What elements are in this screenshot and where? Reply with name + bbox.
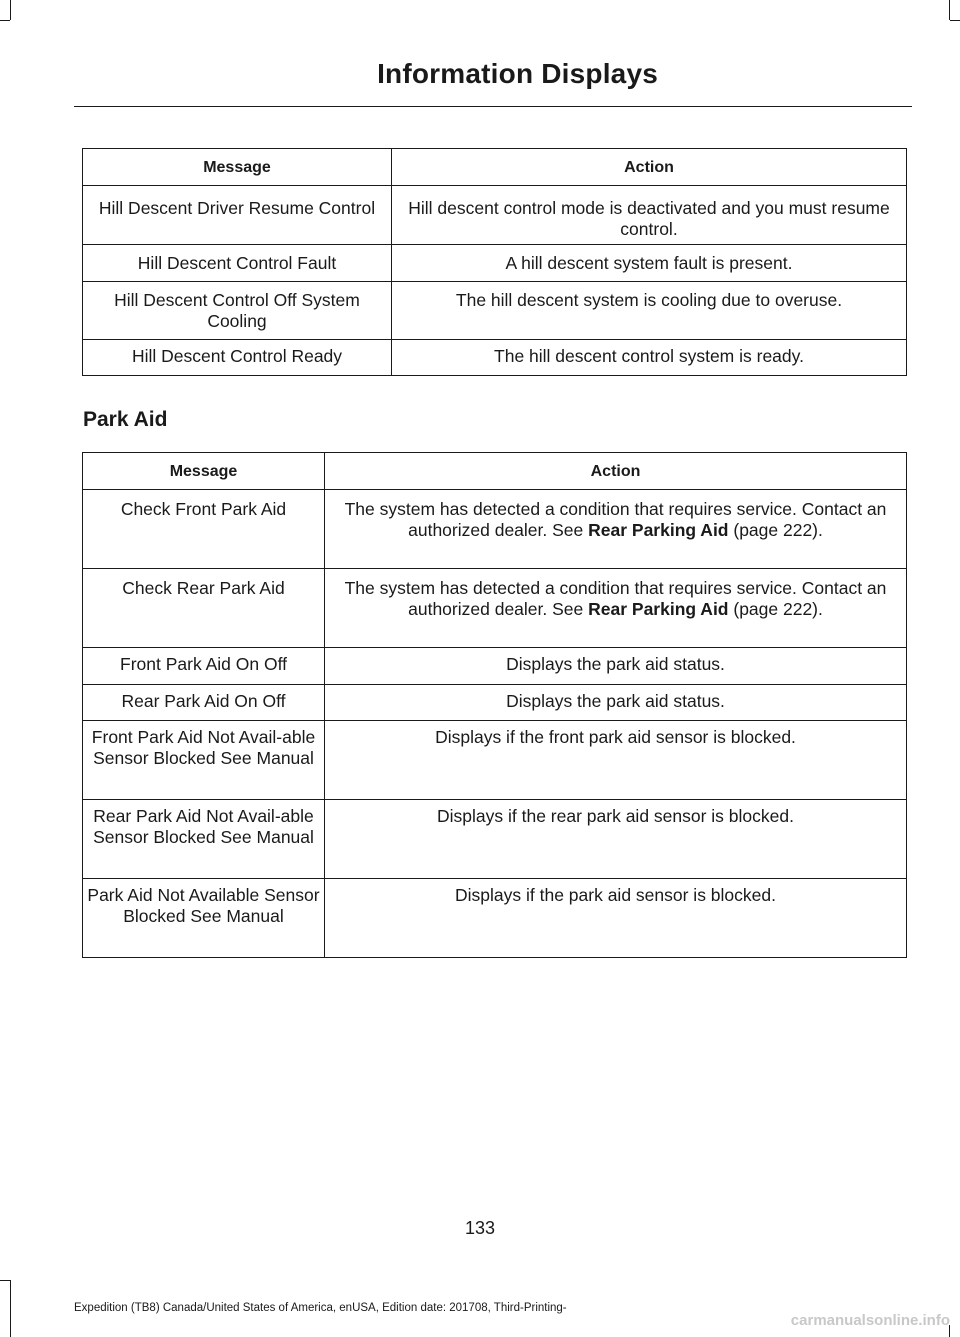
page-reference: (page 222). <box>728 520 823 540</box>
table-row <box>83 340 907 376</box>
header-divider <box>74 106 912 107</box>
page-title: Information Displays <box>377 58 658 89</box>
message-cell: Hill Descent Control Fault <box>83 245 392 282</box>
watermark-text: carmanualsonline.info <box>790 1312 950 1329</box>
action-cell: Displays if the park aid sensor is blocked. <box>325 879 907 958</box>
table-row <box>83 879 907 958</box>
table-row <box>83 282 907 340</box>
message-cell: Hill Descent Control Ready <box>83 340 392 376</box>
action-cell: Displays if the rear park aid sensor is blocked. <box>325 800 907 879</box>
message-cell: Front Park Aid Not Avail-able Sensor Blocked See Manual <box>83 721 325 800</box>
action-cell: The hill descent control system is ready. <box>392 340 907 376</box>
table-row <box>83 721 907 800</box>
table-row <box>83 245 907 282</box>
crop-mark-top-right-h <box>950 20 960 21</box>
message-cell: Hill Descent Control Off System Cooling <box>83 282 392 340</box>
action-cell: Displays the park aid status. <box>325 648 907 685</box>
action-cell: The hill descent system is cooling due to overuse. <box>392 282 907 340</box>
message-cell: Hill Descent Driver Resume Control <box>83 186 392 245</box>
table-row <box>83 685 907 721</box>
action-cell: Displays if the front park aid sensor is blocked. <box>325 721 907 800</box>
message-cell: Park Aid Not Available Sensor Blocked See Manual <box>83 879 325 958</box>
action-text: The system has detected a condition that requires service. Contact an authorized dealer. See <box>344 578 887 619</box>
message-cell: Rear Park Aid On Off <box>83 685 325 721</box>
page-reference: (page 222). <box>728 599 823 619</box>
column-header-action: Action <box>392 149 907 186</box>
action-cell <box>325 569 907 648</box>
message-cell: Check Rear Park Aid <box>83 569 325 648</box>
action-text: The system has detected a condition that requires service. Contact an authorized dealer. See <box>344 499 887 540</box>
table-row <box>83 569 907 648</box>
message-cell: Check Front Park Aid <box>83 490 325 569</box>
crop-mark-top-left-v <box>10 0 11 20</box>
section-heading-park-aid: Park Aid <box>83 408 168 431</box>
table-header-row <box>83 149 907 186</box>
crop-mark-top-left-h <box>0 20 10 21</box>
cross-reference-link[interactable]: Rear Parking Aid <box>588 520 729 540</box>
action-cell: Hill descent control mode is deactivated and you must resume control. <box>392 186 907 245</box>
action-cell: A hill descent system fault is present. <box>392 245 907 282</box>
table-row <box>83 186 907 245</box>
cross-reference-link[interactable]: Rear Parking Aid <box>588 599 729 619</box>
column-header-message: Message <box>83 149 392 186</box>
column-header-message: Message <box>83 453 325 490</box>
crop-mark-bottom-left-v <box>10 1280 11 1337</box>
table-row <box>83 648 907 685</box>
crop-mark-bottom-left-h <box>0 1280 10 1281</box>
action-cell <box>325 490 907 569</box>
table-header-row <box>83 453 907 490</box>
action-cell: Displays the park aid status. <box>325 685 907 721</box>
column-header-action: Action <box>325 453 907 490</box>
table-row <box>83 490 907 569</box>
park-aid-table <box>82 452 907 958</box>
message-cell: Front Park Aid On Off <box>83 648 325 685</box>
hill-descent-table <box>82 148 907 376</box>
footer-edition-info: Expedition (TB8) Canada/United States of America, enUSA, Edition date: 201708, Third-Printing- <box>74 1302 567 1314</box>
message-cell: Rear Park Aid Not Avail-able Sensor Blocked See Manual <box>83 800 325 879</box>
page-number: 133 <box>464 1218 496 1238</box>
crop-mark-top-right-v <box>949 0 950 20</box>
table-row <box>83 800 907 879</box>
